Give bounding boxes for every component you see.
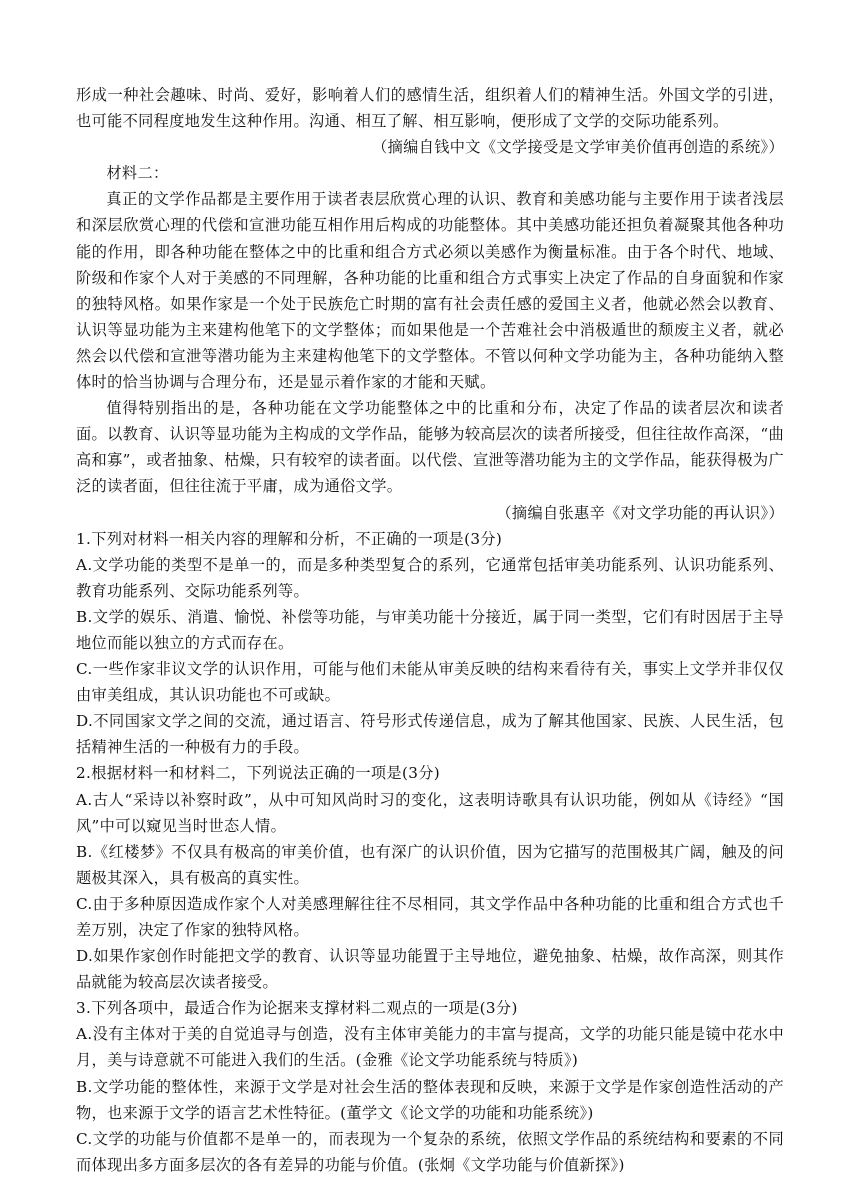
question-stem: 3.下列各项中，最适合作为论据来支撑材料二观点的一项是(3分)	[76, 999, 518, 1018]
question-option: C.文学的功能与价值都不是单一的，而表现为一个复杂的系统，依照文学作品的系统结构和要素的不同而体现出多方面多层次的各有差异的功能与价值。(张炯《文学功能与价值新探》)	[76, 1129, 784, 1174]
question-option: D.如果作家创作时能把文学的教育、认识等显功能置于主导地位，避免抽象、枯燥，故作高深，则其作品就能为较高层次读者接受。	[76, 947, 784, 992]
question-option: A.古人“采诗以补察时政”，从中可知风尚时习的变化，这表明诗歌具有认识功能，例如从《诗经》“国风”中可以窥见当时世态人情。	[76, 790, 784, 835]
question-stem: 2.根据材料一和材料二，下列说法正确的一项是(3分)	[76, 764, 441, 783]
question-option: A.没有主体对于美的自觉追寻与创造，没有主体审美能力的丰富与提高，文学的功能只能是镜中花水中月，美与诗意就不可能进入我们的生活。(金雅《论文学功能系统与特质》)	[76, 1025, 784, 1070]
question-option: D.不同国家文学之间的交流，通过语言、符号形式传递信息，成为了解其他国家、民族、人民生活，包括精神生活的一种极有力的手段。	[76, 712, 784, 757]
question-2	[76, 760, 784, 995]
question-option: B.文学功能的整体性，来源于文学是对社会生活的整体表现和反映，来源于文学是作家创造性活动的产物，也来源于文学的语言艺术性特征。(董学文《论文学的功能和功能系统》)	[76, 1077, 784, 1122]
material2-source: （摘编自张惠辛《对文学功能的再认识》）	[496, 503, 784, 522]
question-option: B.《红楼梦》不仅具有极高的审美价值，也有深广的认识价值，因为它描写的范围极其广阔，触及的问题极其深入，具有极高的真实性。	[76, 842, 784, 887]
material1-source: （摘编自钱中文《文学接受是文学审美价值再创造的系统》）	[372, 138, 784, 157]
question-3	[76, 995, 784, 1178]
question-option: C.一些作家非议文学的认识作用，可能与他们未能从审美反映的结构来看待有关，事实上文学并非仅仅由审美组成，其认识功能也不可或缺。	[76, 660, 784, 705]
question-option: B.文学的娱乐、消遣、愉悦、补偿等功能，与审美功能十分接近，属于同一类型，它们有时因居于主导地位而能以独立的方式而存在。	[76, 607, 784, 652]
material2-heading: 材料二：	[106, 164, 169, 183]
question-stem: 1.下列对材料一相关内容的理解和分析，不正确的一项是(3分)	[76, 529, 503, 548]
document-page	[76, 82, 784, 1178]
material2-paragraph-2: 值得特别指出的是，各种功能在文学功能整体之中的比重和分布，决定了作品的读者层次和读者面。以教育、认识等显功能为主构成的文学作品，能够为较高层次的读者所接受，但往往故作高深，“曲高和寡”，或者抽象、枯燥，只有较窄的读者面。以代偿、宣泄等潜功能为主的文学作品，能获得极为广泛的读者面，但往往流于平庸，成为通俗文学。	[76, 399, 784, 496]
question-1	[76, 526, 784, 761]
material1-tail-paragraph: 形成一种社会趣味、时尚、爱好，影响着人们的感情生活，组织着人们的精神生活。外国文学的引进，也可能不同程度地发生这种作用。沟通、相互了解、相互影响，便形成了文学的交际功能系列。	[76, 86, 784, 131]
question-option: A.文学功能的类型不是单一的，而是多种类型复合的系列，它通常包括审美功能系列、认识功能系列、教育功能系列、交际功能系列等。	[76, 555, 784, 600]
question-option: C.由于多种原因造成作家个人对美感理解往往不尽相同，其文学作品中各种功能的比重和组合方式也千差万别，决定了作家的独特风格。	[76, 894, 784, 939]
material2-paragraph-1: 真正的文学作品都是主要作用于读者表层欣赏心理的认识、教育和美感功能与主要作用于读者浅层和深层欣赏心理的代偿和宣泄功能互相作用后构成的功能整体。其中美感功能还担负着凝聚其他各种功能的作用，即各种功能在整体之中的比重和组合方式必须以美感作为衡量标准。由于各个时代、地域、阶级和作家个人对于美感的不同理解，各种功能的比重和组合方式事实上决定了作品的自身面貌和作家的独特风格。如果作家是一个处于民族危亡时期的富有社会责任感的爱国主义者，他就必然会以教育、认识等显功能为主来建构他笔下的文学整体；而如果他是一个苦难社会中消极遁世的颓废主义者，就必然会以代偿和宣泄等潜功能为主来建构他笔下的文学整体。不管以何种文学功能为主，各种功能纳入整体时的恰当协调与合理分布，还是显示着作家的才能和天赋。	[76, 190, 784, 392]
